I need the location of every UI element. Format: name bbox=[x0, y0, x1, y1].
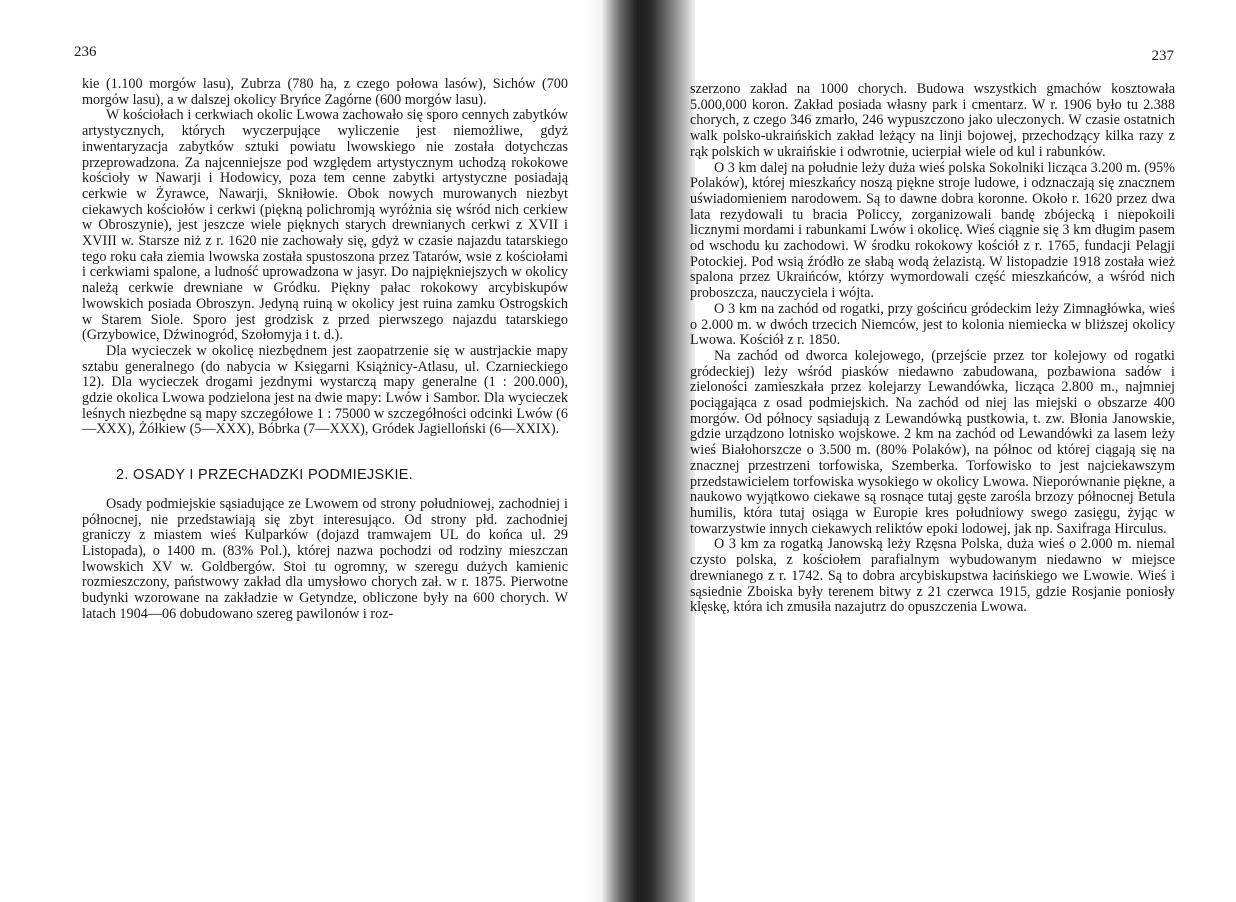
paragraph: W kościołach i cerkwiach okolic Lwowa zachowało się sporo cennych zabytków artystycznych, których wyczerpujące wyliczenie jest niemożliwe, gdyż inwentaryzacja zabytków sztuki powiatu lwowskiego nie została dotychczas przeprowadzona. Za najcenniejsze pod względem artystycznym uchodzą rokokowe kościoły w Nawarji i Hodowicy, poza tem cenne zabytki artystyczne posiadają cerkwie w Żyrawce, Nawarji, Skniłowie. Obok nowych murowanych niezbyt ciekawych kościołów i cerkwi (piękną polichromją wyróżnia się wśród nich cerkiew w Obroszynie), jest jeszcze wiele pięknych starych drewnianych cerkwi z XVII i XVIII w. Starsze niż z r. 1620 nie zachowały się, gdyż w czasie najazdu tatarskiego tego roku cała ziemia lwowska została spustoszona przez Tatarów, wsie z kościołami i cerkwiami spalone, a ludność uprowadzona w jasyr. Do najpiękniejszych w okolicy należą cerkwie drewniane w Gródku. Piękny pałac rokokowy arcybiskupów lwowskich posiada Obroszyn. Jedyną ruiną w okolicy jest ruina zamku Ostrogskich w Starem Siole. Sporo jest grodzisk z przed pierwszego najazdu tatarskiego (Grzybowice, Dźwinogród, Szołomyja i t. d.). bbox=[82, 107, 568, 344]
left-page-number: 236 bbox=[74, 44, 97, 60]
paragraph: Na zachód od dworca kolejowego, (przejście przez tor kolejowy od rogatki gródeckiej) leży wśród piasków niedawno zabudowana, pozbawiona sadów i zieloności zamieszkała przez kolejarzy Lewandówka, licząca 2.800 m., najmniej pociągająca z osad podmiejskich. Na zachód od niej las miejski o obszarze 400 morgów. Od północy sąsiadują z Lewandówką pustkowia, t. zw. Błonia Janowskie, gdzie urządzono lotnisko wojskowe. 2 km na zachód od Lewandówki za lasem leży wieś Białohorszcze o 3.500 m. (80% Polaków), na północ od której ciągają się na znacznej przestrzeni torfowiska, Szemberka. Torfowisko to jest najciekawszym przedstawicielem torfowiska wysokiego w okolicy Lwowa. Nieporównanie piękne, a naukowo wyjątkowo ciekawe są rosnące tutaj gęste zarośla brzozy północnej Betula humilis, która tutaj osiąga w Europie kres południowy swego zasięgu, żyjąc w towarzystwie innych ciekawych reliktów epoki lodowej, jak np. Saxifraga Hirculus. bbox=[690, 347, 1175, 537]
paragraph: O 3 km dalej na południe leży duża wieś polska Sokolniki licząca 3.200 m. (95% Polaków), której mieszkańcy noszą piękne stroje ludowe, i odznaczają się znacznem uświadomieniem narodowem. Są to dawne dobra koronne. Około r. 1620 przez dwa lata rezydowali tu bracia Policcy, zorganizowali bandę zbójecką i niepokoili licznymi mordami i rabunkami Lwów i okolicę. Wieś ciągnie się 3 km długim pasem od wschodu ku zachodowi. W środku rokokowy kościół z r. 1765, fundacji Pelagji Potockiej. Pod wsią źródło ze słabą wodą żelazistą. W listopadzie 1918 została wież spalona przez Ukraińców, którzy wymordowali część mieszkańców, a wśród nich proboszcza, nauczyciela i wójta. bbox=[690, 159, 1175, 302]
section-heading: 2. OSADY I PRZECHADZKI PODMIEJSKIE. bbox=[116, 467, 414, 484]
right-page bbox=[610, 0, 1236, 902]
paragraph: Dla wycieczek w okolicę niezbędnem jest zaopatrzenie się w austrjackie mapy sztabu generalnego (do nabycia w Księgarni Książnicy-Atlasu, ul. Czarnieckiego 12). Dla wycieczek drogami jezdnymi wystarczą mapy generalne (1 : 200.000), gdzie okolica Lwowa podzielona jest na dwie mapy: Lwów i Sambor. Dla wycieczek leśnych niezbędne są mapy szczegółowe 1 : 75000 w szczegółności odcinki Lwów (6—XXX), Żółkiew (5—XXX), Bóbrka (7—XXX), Gródek Jagielloński (6—XXIX). bbox=[82, 342, 568, 438]
left-text-column bbox=[82, 77, 568, 623]
right-page-number: 237 bbox=[1151, 48, 1174, 64]
paragraph: O 3 km na zachód od rogatki, przy gościńcu gródeckim leży Zimnagłówka, wieś o 2.000 m. w dwóch trzecich Niemców, jest to kolonia niemiecka w bliższej okolicy Lwowa. Kościół z r. 1850. bbox=[690, 300, 1175, 349]
paragraph: Osady podmiejskie sąsiadujące ze Lwowem od strony południowej, zachodniej i północnej, nie przedstawiają się zbyt interesująco. Od strony płd. zachodniej graniczy z miastem wieś Kulparków (dojazd tramwajem UL do końca ul. 29 Listopada), o 1400 m. (83% Pol.), której nazwa pochodzi od rodziny mieszczan lwowskich XV w. Goldbergów. Stoi tu ogromny, w szeregu dużych kamienic rozmieszczony, państwowy zakład dla umysłowo chorych zał. w r. 1875. Pierwotne budynki wzorowane na zakładzie w Getyndze, obliczone były na 600 chorych. W latach 1904—06 dobudowano szereg pawilonów i roz- bbox=[82, 495, 568, 622]
paragraph: kie (1.100 morgów lasu), Zubrza (780 ha, z czego połowa lasów), Sichów (700 morgów lasu), a w dalszej okolicy Bryńce Zagórne (600 morgów lasu). bbox=[82, 76, 568, 108]
paragraph: O 3 km za rogatką Janowską leży Rzęsna Polska, duża wieś o 2.000 m. niemal czysto polska, z kościołem parafialnym wybudowanym niedawno w miejsce drewnianego z r. 1742. Są to dobra arcybiskupstwa łacińskiego we Lwowie. Wieś i sąsiednie Zboiska były terenem bitwy z 21 czerwca 1915, gdzie Rosjanie poniosły klęskę, która ich zmusiła nazajutrz do opuszczenia Lwowa. bbox=[690, 536, 1175, 616]
right-text-column bbox=[690, 82, 1175, 616]
paragraph: szerzono zakład na 1000 chorych. Budowa wszystkich gmachów kosztowała 5.000,000 koron. Zakład posiada własny park i cmentarz. W r. 1906 było tu 2.388 chorych, z czego 346 zmarło, 246 wypuszczono jako uleczonych. W czasie ostatnich walk polsko-ukraińskich zakład leżący na linji bojowej, przechodzący kilka razy z rąk polskich w ukraińskie i odwrotnie, ucierpiał wiele od kul i rabunków. bbox=[690, 81, 1175, 160]
left-page bbox=[0, 0, 610, 902]
